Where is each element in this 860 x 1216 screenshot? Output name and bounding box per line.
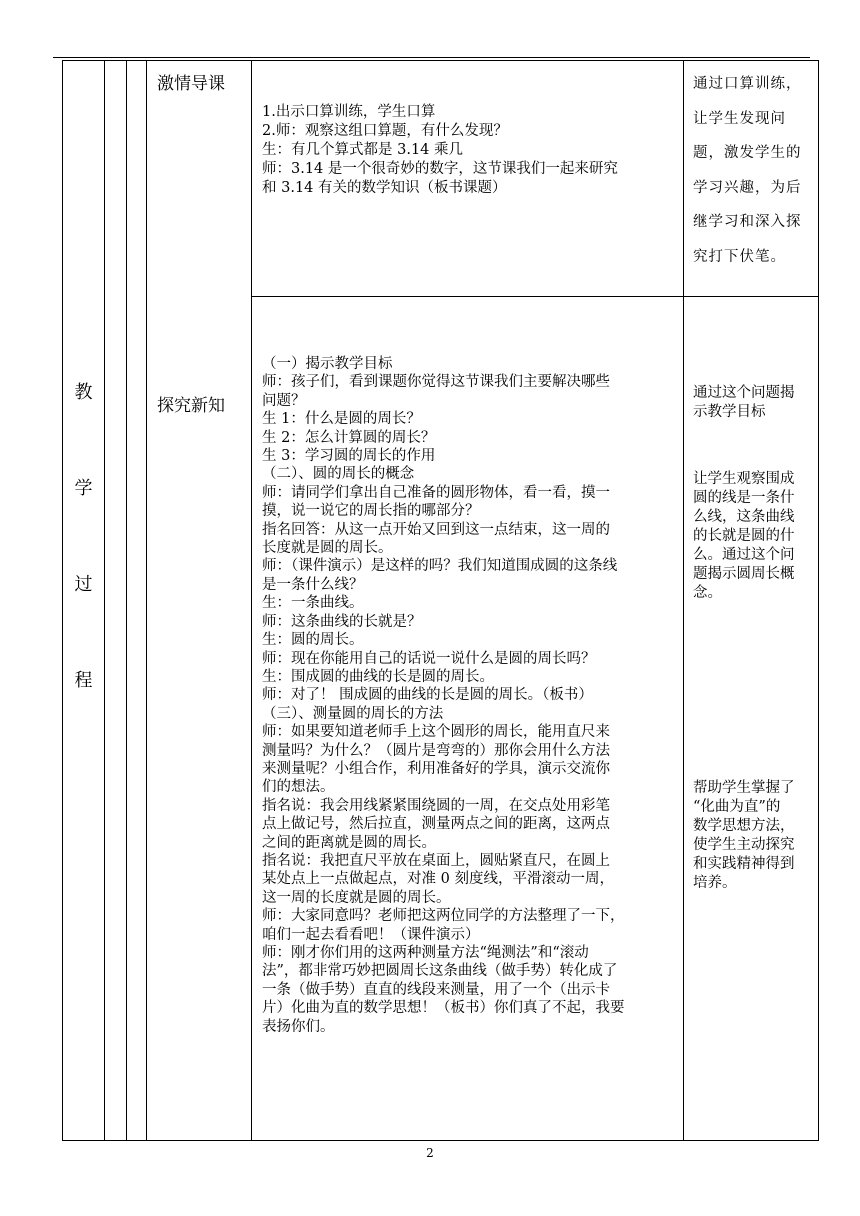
activity-line: 师：如果要知道老师手上这个圆形的周长，能用直尺来 <box>262 724 610 741</box>
activity-line: 来测量呢？小组合作，利用准备好的学具，演示交流你 <box>262 760 610 777</box>
activity-cell-explore <box>252 297 684 1141</box>
activity-line: 生：圆的周长。 <box>262 632 364 649</box>
activity-steps-intro <box>252 61 683 198</box>
note-line: 的长就是圆的什 <box>693 528 795 544</box>
activity-line: 师：刚才你们用的这两种测量方法“绳测法”和“滚动 <box>262 945 589 961</box>
activity-line: 之间的距离就是圆的周长。 <box>262 834 436 851</box>
note-line: 培养。 <box>693 875 737 891</box>
section-label-char: 程 <box>74 670 93 691</box>
activity-line: 摸，说一说它的周长指的哪部分？ <box>262 503 480 520</box>
section-label-char: 过 <box>74 574 93 595</box>
blank-column <box>127 61 147 1141</box>
lesson-plan-table <box>62 60 819 1141</box>
note-line: 题揭示圆周长概 <box>693 566 795 582</box>
note-line: 帮助学生掌握了 <box>693 780 795 796</box>
activity-cell-intro <box>252 61 684 297</box>
design-note-cell-intro <box>684 61 819 297</box>
activity-line: 师：3.14 是一个很奇妙的数字，这节课我们一起来研究 <box>262 161 618 177</box>
activity-line: 咱们一起去看看吧！（课件演示） <box>262 926 480 943</box>
header-rule <box>53 57 810 58</box>
note-line: 圆的线是一条什 <box>693 490 795 506</box>
activity-line: 片）化曲为直的数学思想！（板书）你们真了不起，我要 <box>262 1000 625 1017</box>
activity-line: 长度就是圆的周长。 <box>262 540 393 557</box>
activity-line: 2.师：观察这组口算题，有什么发现？ <box>262 123 508 139</box>
activity-line: 和 3.14 有关的数学知识（板书课题） <box>262 180 507 196</box>
note-line: 让学生观察围成 <box>693 471 795 487</box>
section-label-char: 教 <box>74 382 93 403</box>
activity-line: （三）、测量圆的周长的方法 <box>262 705 444 722</box>
activity-line: 点上做记号，然后拉直，测量两点之间的距离，这两点 <box>262 816 610 833</box>
activity-line: 指名回答：从这一点开始又回到这一点结束，这一周的 <box>262 521 610 538</box>
activity-line: 师：孩子们，看到课题你觉得这节课我们主要解决哪些 <box>262 374 610 391</box>
activity-line: 生 3：学习圆的周长的作用 <box>262 448 436 465</box>
page-number: 2 <box>426 1146 434 1160</box>
activity-line: 师：大家同意吗？老师把这两位同学的方法整理了一下， <box>262 908 625 925</box>
activity-steps-explore <box>252 297 683 1036</box>
blank-column <box>105 61 127 1141</box>
activity-line: 这一周的长度就是圆的周长。 <box>262 889 451 906</box>
design-note-cell-explore <box>684 297 819 1141</box>
activity-line: 一条（做手势）直直的线段来测量，用了一个（出示卡 <box>262 981 610 998</box>
activity-line: 生：一条曲线。 <box>262 595 364 612</box>
activity-line: 某处点上一点做起点，对准 0 刻度线，平滑滚动一周， <box>262 871 614 888</box>
activity-line: 生：围成圆的曲线的长是圆的周长。 <box>262 668 494 685</box>
activity-line: 问题？ <box>262 392 306 409</box>
activity-line: （二）、圆的周长的概念 <box>262 466 415 483</box>
activity-line: 师：现在你能用自己的话说一说什么是圆的周长吗？ <box>262 650 596 667</box>
stage-title-cell <box>147 61 252 1141</box>
activity-line: 指名说：我把直尺平放在桌面上，圆贴紧直尺，在圆上 <box>262 852 610 869</box>
note-line: “化曲为直”的 <box>693 799 781 815</box>
activity-line: 生 1：什么是圆的周长？ <box>262 411 421 428</box>
activity-line: （一）揭示教学目标 <box>262 356 393 372</box>
table-row-intro <box>63 61 819 297</box>
design-note-method <box>684 603 818 893</box>
section-label <box>63 61 104 765</box>
design-note-intro: 通过口算训练，让学生发现问题，激发学生的学习兴趣，为后继学习和深入探究打下伏笔。 <box>693 76 802 265</box>
activity-line: 是一条什么线？ <box>262 576 364 593</box>
activity-line: 法”，都非常巧妙把圆周长这条曲线（做手势）转化成了 <box>262 963 618 980</box>
activity-line: 1.出示口算训练，学生口算 <box>262 104 436 120</box>
activity-line: 师：请同学们拿出自己准备的圆形物体，看一看，摸一 <box>262 484 610 501</box>
stage-title-explore: 探究新知 <box>157 396 225 416</box>
section-label-cell <box>63 61 105 1141</box>
stage-title-intro: 激情导课 <box>157 74 225 94</box>
note-line: 使学生主动探究 <box>693 837 795 853</box>
note-line: 示教学目标 <box>693 404 766 420</box>
design-note-concept <box>684 422 818 603</box>
activity-line: 生：有几个算式都是 3.14 乘几 <box>262 142 464 158</box>
activity-line: 表扬你们。 <box>262 1018 335 1035</box>
design-note-objectives <box>684 297 818 422</box>
activity-line: 们的想法。 <box>262 779 335 796</box>
activity-line: 师：对了！ 围成圆的曲线的长是圆的周长。（板书） <box>262 687 593 704</box>
note-line: 通过这个问题揭 <box>693 385 795 401</box>
note-line: 念。 <box>693 585 722 601</box>
activity-line: 师：（课件演示）是这样的吗？我们知道围成圆的这条线 <box>262 558 618 575</box>
activity-line: 指名说：我会用线紧紧围绕圆的一周，在交点处用彩笔 <box>262 797 610 814</box>
activity-line: 测量吗？为什么？（圆片是弯弯的）那你会用什么方法 <box>262 742 610 759</box>
section-label-char: 学 <box>74 478 93 499</box>
note-line: 么。通过这个问 <box>693 547 795 563</box>
activity-line: 师：这条曲线的长就是？ <box>262 613 422 630</box>
note-line: 么线，这条曲线 <box>693 509 795 525</box>
activity-line: 生 2：怎么计算圆的周长？ <box>262 429 436 446</box>
note-line: 数学思想方法， <box>693 818 795 834</box>
note-line: 和实践精神得到 <box>693 856 795 872</box>
